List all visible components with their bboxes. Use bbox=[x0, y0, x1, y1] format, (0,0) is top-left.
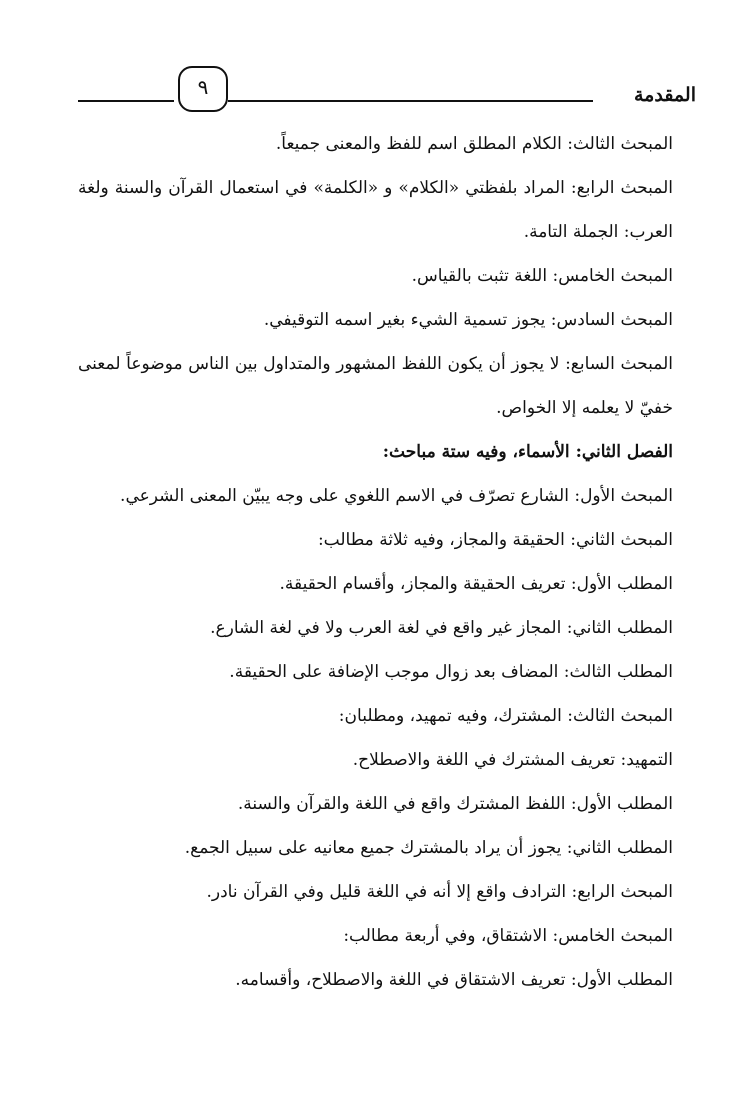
page-header bbox=[78, 66, 696, 112]
page-number: ٩ bbox=[197, 75, 209, 99]
paragraph-4: المبحث السادس: يجوز تسمية الشيء بغير اسمه التوقيفي. bbox=[263, 310, 673, 330]
paragraph-14: المطلب الأول: اللفظ المشترك واقع في اللغة والقرآن والسنة. bbox=[237, 794, 673, 814]
paragraph-10: المطلب الثاني: المجاز غير واقع في لغة العرب ولا في لغة الشارع. bbox=[210, 618, 673, 638]
paragraph-18: المطلب الأول: تعريف الاشتقاق في اللغة والاصطلاح، وأقسامه. bbox=[235, 970, 673, 990]
paragraph-11: المطلب الثالث: المضاف بعد زوال موجب الإضافة على الحقيقة. bbox=[229, 662, 673, 682]
paragraph-16: المبحث الرابع: الترادف واقع إلا أنه في اللغة قليل وفي القرآن نادر. bbox=[206, 882, 673, 902]
paragraph-13: التمهيد: تعريف المشترك في اللغة والاصطلاح. bbox=[352, 750, 673, 770]
paragraph-5: المبحث السابع: لا يجوز أن يكون اللفظ المشهور والمتداول بين الناس موضوعاً لمعنى خفيّ لا يعلمه إلا الخواص. bbox=[78, 354, 673, 418]
paragraph-17: المبحث الخامس: الاشتقاق، وفي أربعة مطالب: bbox=[343, 926, 673, 946]
paragraph-9: المطلب الأول: تعريف الحقيقة والمجاز، وأقسام الحقيقة. bbox=[279, 574, 673, 594]
paragraph-2: المبحث الرابع: المراد بلفظتي «الكلام» و «الكلمة» في استعمال القرآن والسنة ولغة العرب: الجملة التامة. bbox=[78, 178, 673, 242]
paragraph-3: المبحث الخامس: اللغة تثبت بالقياس. bbox=[411, 266, 673, 286]
chapter-heading: الفصل الثاني: الأسماء، وفيه ستة مباحث: bbox=[382, 442, 673, 462]
paragraph-15: المطلب الثاني: يجوز أن يراد بالمشترك جميع معانيه على سبيل الجمع. bbox=[184, 838, 673, 858]
paragraph-7: المبحث الأول: الشارع تصرّف في الاسم اللغوي على وجه يبيّن المعنى الشرعي. bbox=[120, 486, 673, 506]
header-rule-right bbox=[413, 100, 593, 102]
page-number-box bbox=[178, 66, 228, 112]
paragraph-12: المبحث الثالث: المشترك، وفيه تمهيد، ومطلبان: bbox=[338, 706, 673, 726]
paragraph-8: المبحث الثاني: الحقيقة والمجاز، وفيه ثلاثة مطالب: bbox=[317, 530, 673, 550]
page-body bbox=[78, 122, 673, 1002]
section-title: المقدمة bbox=[633, 84, 696, 106]
header-rule-left bbox=[78, 100, 174, 102]
paragraph-1: المبحث الثالث: الكلام المطلق اسم للفظ والمعنى جميعاً. bbox=[275, 134, 673, 154]
header-rule-middle bbox=[228, 100, 413, 102]
